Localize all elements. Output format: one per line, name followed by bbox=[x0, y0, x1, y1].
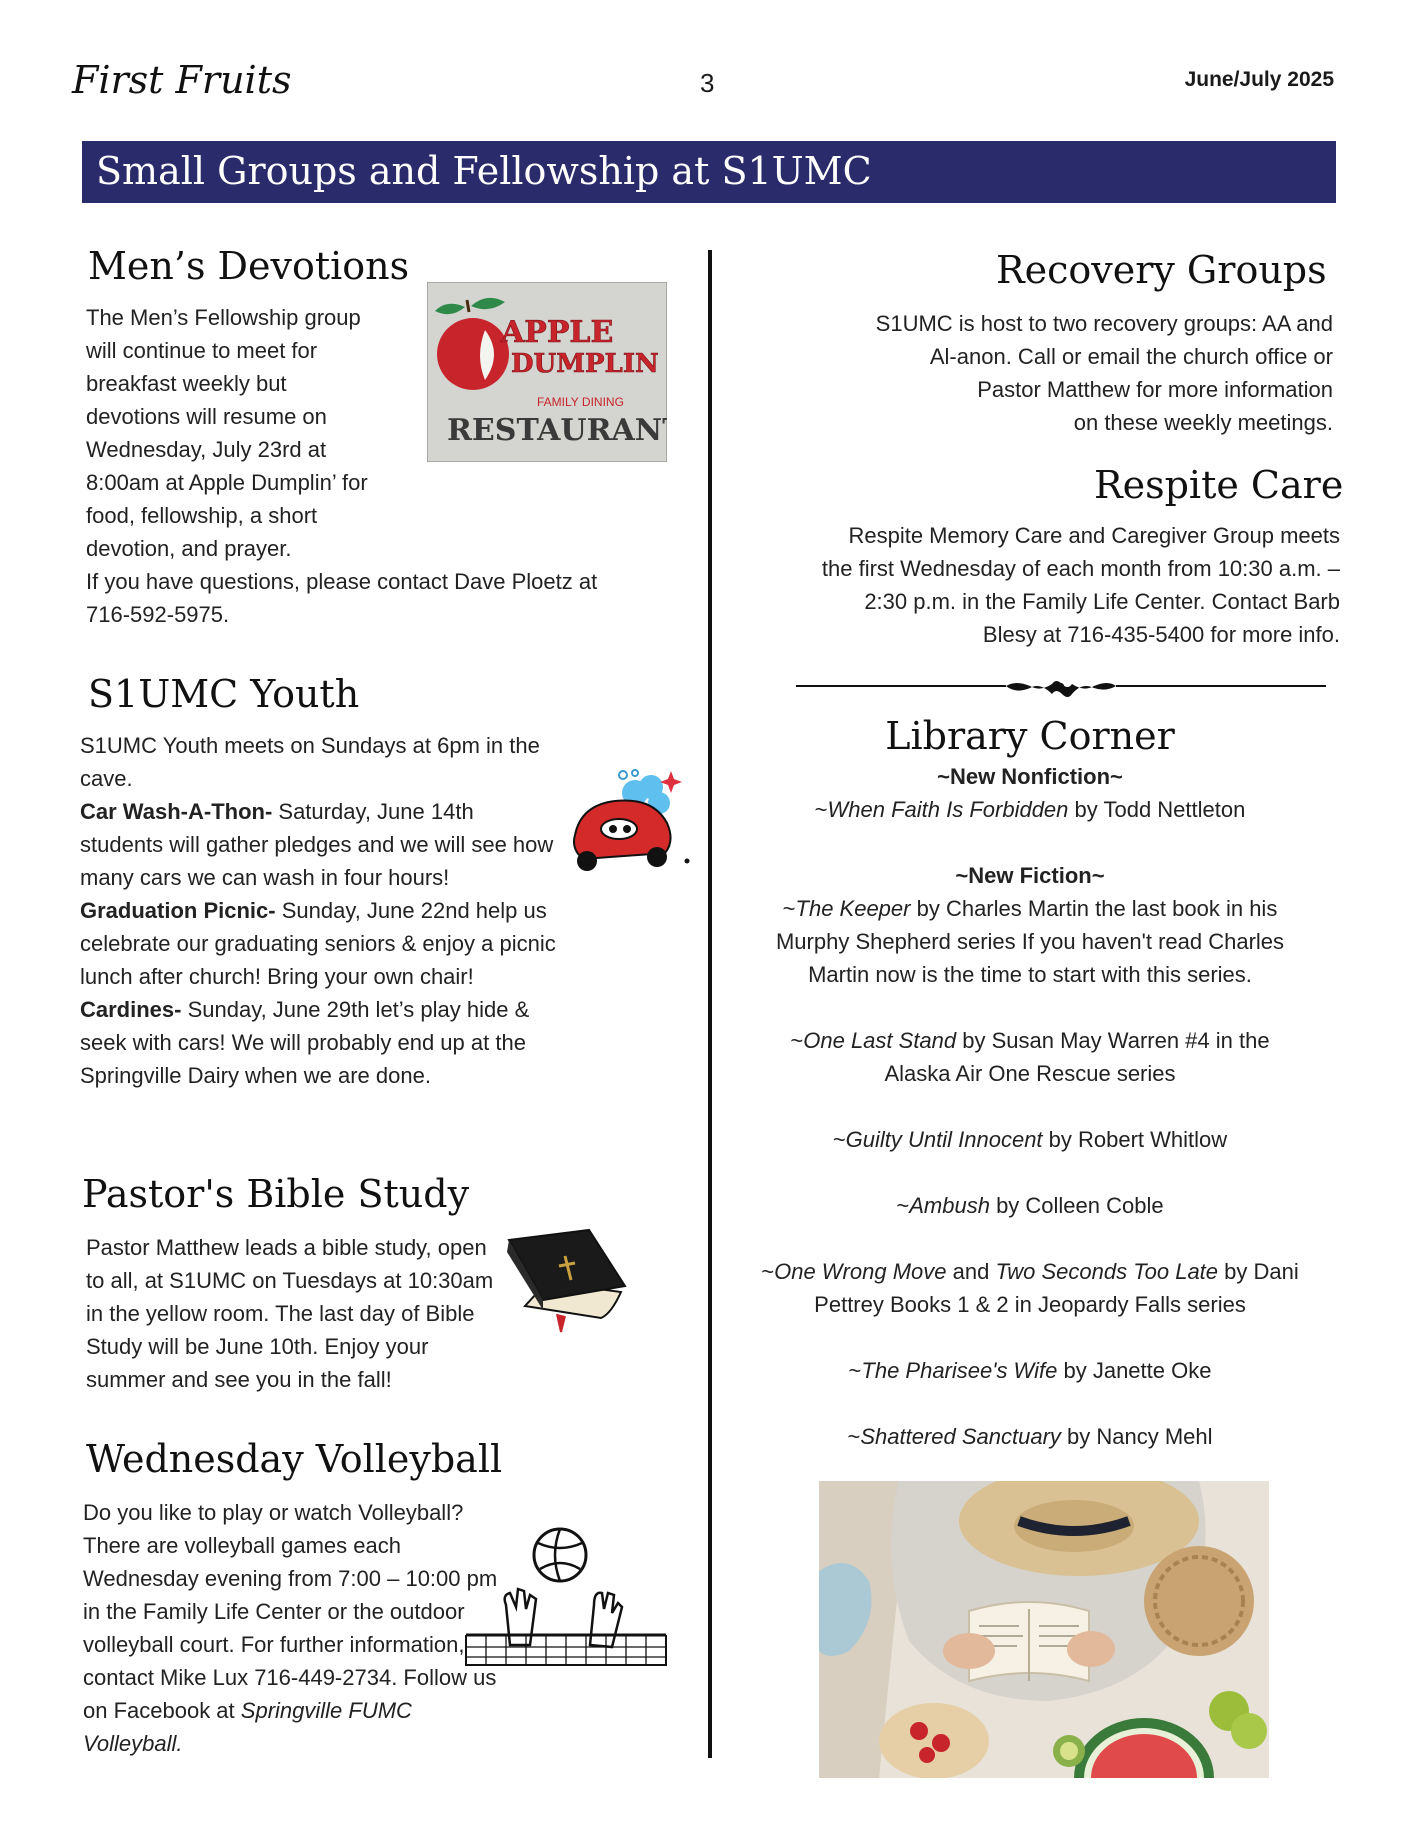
svg-text:APPLE: APPLE bbox=[501, 315, 614, 350]
page-number: 3 bbox=[700, 68, 715, 98]
text-line: Respite Memory Care and Caregiver Group meets bbox=[848, 523, 1340, 548]
fiction-label: ~New Fiction~ bbox=[955, 863, 1105, 888]
book-item: ~Ambush by Colleen Coble bbox=[896, 1193, 1164, 1218]
mens-devotions-contact bbox=[86, 565, 686, 631]
text-line: 2:30 p.m. in the Family Life Center. Contact Barb bbox=[864, 589, 1340, 614]
svg-text:FAMILY DINING: FAMILY DINING bbox=[537, 395, 624, 409]
book-details: by Dani Pettrey Books 1 & 2 in Jeopardy Falls series bbox=[814, 1259, 1299, 1317]
column-divider bbox=[708, 250, 712, 1758]
text-line: Pastor Matthew for more information bbox=[977, 377, 1333, 402]
book-item: ~Shattered Sanctuary by Nancy Mehl bbox=[847, 1424, 1213, 1449]
text-line: 8:00am at Apple Dumplin’ for bbox=[86, 470, 368, 495]
book-item: ~Guilty Until Innocent by Robert Whitlow bbox=[832, 1127, 1228, 1152]
mens-devotions-heading: Men’s Devotions bbox=[88, 244, 410, 288]
text-line: Blesy at 716-435-5400 for more info. bbox=[982, 622, 1340, 647]
bible-study-heading: Pastor's Bible Study bbox=[82, 1172, 470, 1216]
volleyball-text bbox=[83, 1496, 508, 1760]
book-title: Shattered Sanctuary bbox=[860, 1424, 1061, 1449]
apple-dumplin-logo bbox=[427, 282, 667, 462]
text-line: Wednesday, July 23rd at bbox=[86, 437, 327, 462]
book-details: by Charles Martin the last book in his Murphy Shepherd series If you haven't read Charles Martin now is the time to start with this series. bbox=[775, 896, 1285, 987]
book-join: and bbox=[946, 1259, 996, 1284]
ornamental-divider bbox=[796, 674, 1326, 698]
respite-heading: Respite Care bbox=[1094, 463, 1344, 507]
event-name: Cardines- bbox=[80, 997, 182, 1022]
library-heading: Library Corner bbox=[885, 714, 1175, 758]
text-line: breakfast weekly but bbox=[86, 371, 287, 396]
book-title: When Faith Is Forbidden bbox=[827, 797, 1069, 822]
book-item: ~When Faith Is Forbidden by Todd Nettleton bbox=[814, 797, 1246, 822]
youth-event bbox=[80, 993, 580, 1092]
book-item: ~One Wrong Move and Two Seconds Too Late by Dani Pettrey Books 1 & 2 in Jeopardy Falls series bbox=[761, 1259, 1299, 1317]
book-title: Two Seconds Too Late bbox=[995, 1259, 1219, 1284]
event-text: Sunday, June 22nd help us celebrate our graduating seniors & enjoy a picnic lunch after church! Bring your own chair! bbox=[80, 898, 556, 989]
youth-event bbox=[80, 795, 560, 894]
text-line: food, fellowship, a short bbox=[86, 503, 318, 528]
section-banner bbox=[82, 141, 1336, 203]
book-item: ~The Pharisee's Wife by Janette Oke bbox=[848, 1358, 1212, 1383]
text-line: If you have questions, please contact Dave Ploetz at bbox=[86, 569, 598, 594]
text-line: on these weekly meetings. bbox=[1073, 410, 1333, 435]
recovery-heading: Recovery Groups bbox=[996, 248, 1327, 292]
book-details: by Janette Oke bbox=[1057, 1358, 1212, 1383]
text-line: will continue to meet for bbox=[86, 338, 318, 363]
book-details: by Nancy Mehl bbox=[1060, 1424, 1213, 1449]
book-title: One Last Stand bbox=[803, 1028, 957, 1053]
book-details: by Susan May Warren #4 in the Alaska Air One Rescue series bbox=[884, 1028, 1270, 1086]
book-title: The Keeper bbox=[795, 896, 911, 921]
youth-text bbox=[80, 729, 580, 1092]
bible-study-text: Pastor Matthew leads a bible study, open to all, at S1UMC on Tuesdays at 10:30am in the yellow room. The last day of Bible Study will be June 10th. Enjoy your summer and see you in the fall! bbox=[86, 1235, 494, 1392]
respite-text bbox=[720, 519, 1340, 651]
youth-event bbox=[80, 894, 580, 993]
text-line: Al-anon. Call or email the church office or bbox=[929, 344, 1333, 369]
event-name: Graduation Picnic- bbox=[80, 898, 276, 923]
volleyball-icon bbox=[460, 1525, 675, 1675]
text-line: devotions will resume on bbox=[86, 404, 327, 429]
book-details: by Todd Nettleton bbox=[1068, 797, 1246, 822]
car-wash-icon bbox=[565, 765, 695, 880]
book-title: The Pharisee's Wife bbox=[861, 1358, 1058, 1383]
book-item: ~One Last Stand by Susan May Warren #4 in the Alaska Air One Rescue series bbox=[790, 1028, 1270, 1086]
masthead: First Fruits bbox=[72, 58, 292, 102]
bible-icon bbox=[505, 1226, 630, 1336]
text-line: devotion, and prayer. bbox=[86, 536, 292, 561]
reading-photo bbox=[819, 1481, 1269, 1778]
text-line: The Men’s Fellowship group bbox=[86, 305, 361, 330]
text-line: S1UMC is host to two recovery groups: AA and bbox=[875, 311, 1333, 336]
library-list bbox=[760, 760, 1300, 1453]
text-line: the first Wednesday of each month from 10:30 a.m. – bbox=[821, 556, 1340, 581]
book-item: ~The Keeper by Charles Martin the last book in his Murphy Shepherd series If you haven't read Charles Martin now is the time to start with this series. bbox=[775, 896, 1285, 987]
book-details: by Robert Whitlow bbox=[1042, 1127, 1228, 1152]
volleyball-body: Do you like to play or watch Volleyball? There are volleyball games each Wednesday evening from 7:00 – 10:00 pm in the Family Life Center or the outdoor volleyball court. For further information, contact Mike Lux 716-449-2734. Follow us on Facebook at bbox=[83, 1500, 498, 1723]
svg-text:RESTAURANT: RESTAURANT bbox=[447, 413, 667, 448]
facebook-page: Springville FUMC Volleyball. bbox=[83, 1698, 412, 1756]
svg-text:DUMPLIN: DUMPLIN bbox=[511, 349, 659, 379]
recovery-text bbox=[713, 307, 1333, 439]
youth-heading: S1UMC Youth bbox=[88, 672, 360, 716]
nonfiction-label: ~New Nonfiction~ bbox=[937, 764, 1123, 789]
issue-date: June/July 2025 bbox=[1184, 68, 1334, 91]
book-title: One Wrong Move bbox=[774, 1259, 947, 1284]
event-name: Car Wash-A-Thon- bbox=[80, 799, 273, 824]
event-text: Sunday, June 29th let’s play hide & seek with cars! We will probably end up at the Springville Dairy when we are done. bbox=[80, 997, 530, 1088]
text-line: 716-592-5975. bbox=[86, 602, 230, 627]
book-title: Ambush bbox=[909, 1193, 990, 1218]
event-text: Saturday, June 14th students will gather pledges and we will see how many cars we can wash in four hours! bbox=[80, 799, 554, 890]
book-details: by Colleen Coble bbox=[989, 1193, 1164, 1218]
mens-devotions-text bbox=[86, 301, 436, 565]
book-title: Guilty Until Innocent bbox=[845, 1127, 1043, 1152]
volleyball-heading: Wednesday Volleyball bbox=[86, 1437, 503, 1481]
banner-title: Small Groups and Fellowship at S1UMC bbox=[96, 149, 872, 193]
youth-intro: S1UMC Youth meets on Sundays at 6pm in the cave. bbox=[80, 733, 540, 791]
